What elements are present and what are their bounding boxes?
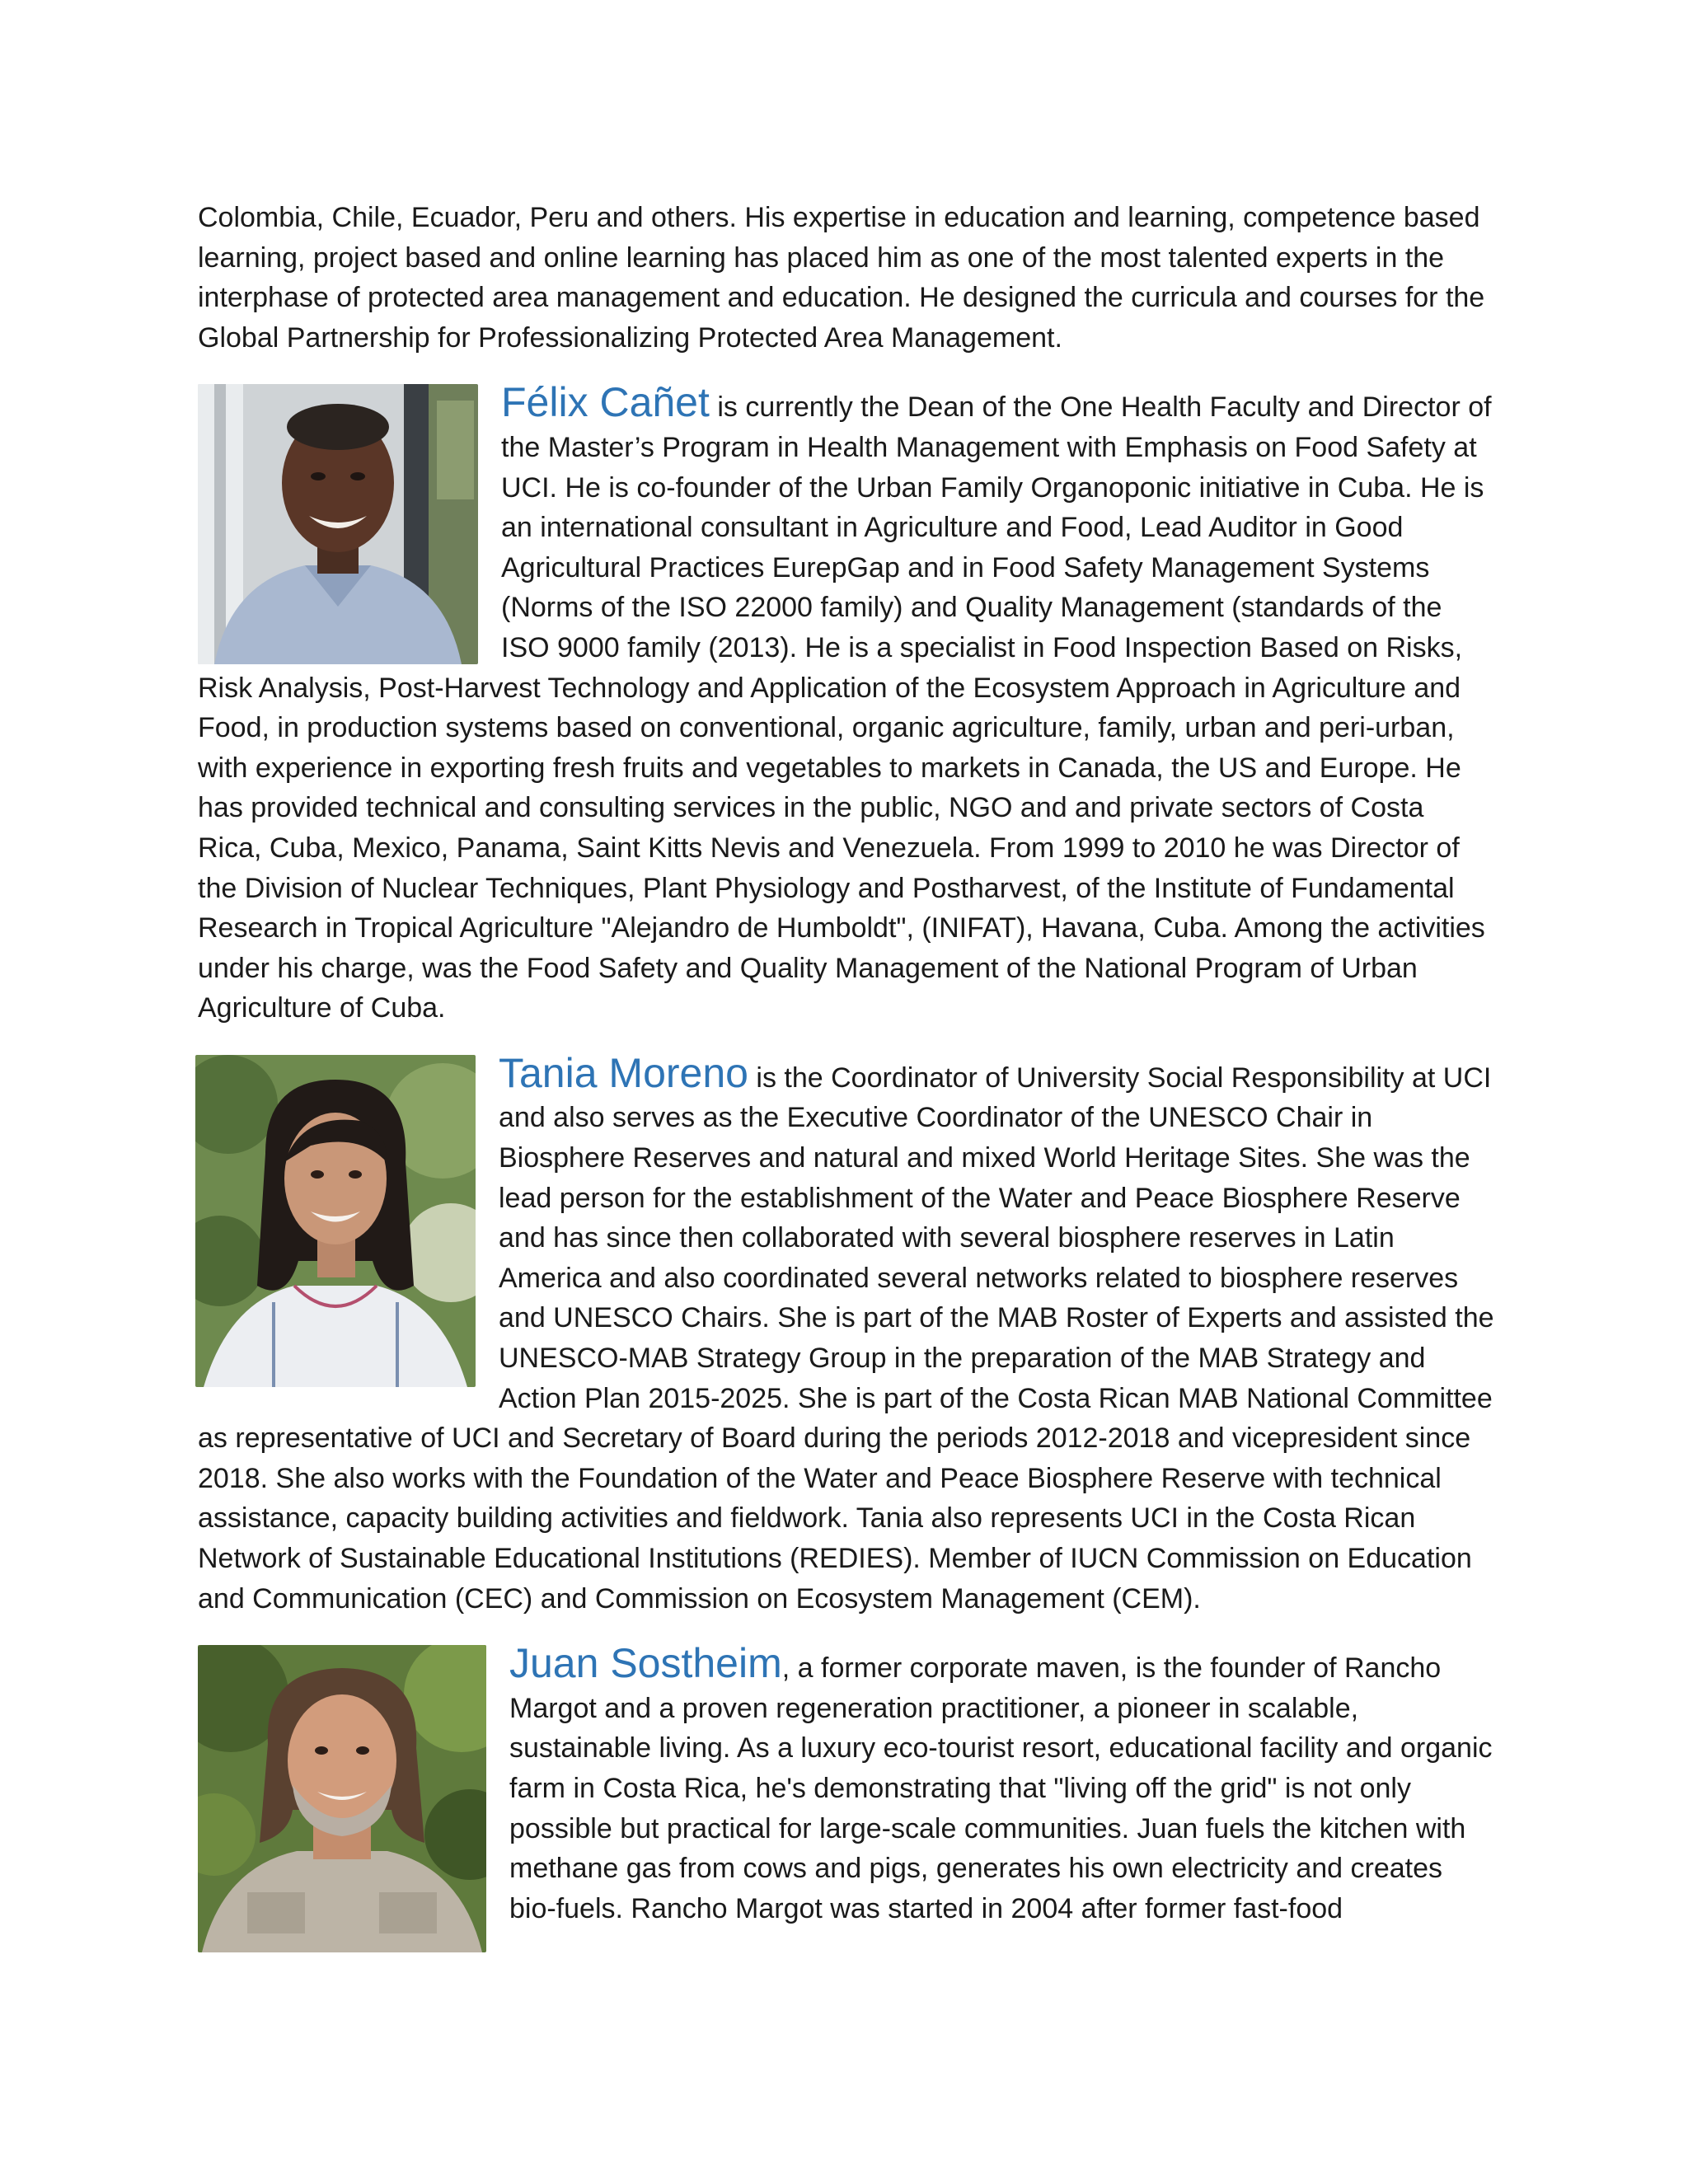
portrait-photo-tania [195,1055,476,1387]
person-name-tania: Tania Moreno [499,1049,748,1096]
bio-text-tania: is the Coordinator of University Social Responsibility at UCI and also serves as the Executive Coordinator of the UNESCO Chair in Biosphere Reserves and natural and mixed World Heritage Sites. She was the lead person for the establishment of the Water and Peace Biosphere Reserve and has since then collaborated with several biosphere reserves in Latin America and also coordinated several networks related to biosphere reserves and UNESCO Chairs. She is part of the MAB Roster of Experts and assisted the UNESCO-MAB Strategy Group in the preparation of the MAB Strategy and Action Plan 2015-2025. She is part of the Costa Rican MAB National Committee as representative of UCI and Secretary of Board during the periods 2012-2018 and vicepresident since 2018. She also works with the Foundation of the Water and Peace Biosphere Reserve with technical assistance, capacity building activities and fieldwork. Tania also represents UCI in the Costa Rican Network of Sustainable Educational Institutions (REDIES). Member of IUCN Commission on Education and Communication (CEC) and Commission on Ecosystem Management (CEM). [198,1062,1494,1615]
portrait-photo-juan [198,1645,486,1952]
portrait-juan-image [198,1645,486,1952]
portrait-tania-image [195,1055,476,1387]
intro-paragraph: Colombia, Chile, Ecuador, Peru and others. His expertise in education and learning, competence based learning, project based and online learning has placed him as one of the most talented experts in the interphase of protected area management and education. He designed the curricula and courses for the Global Partnership for Professionalizing Protected Area Management. [198,202,1485,354]
bio-text-juan: , a former corporate maven, is the founder of Rancho Margot and a proven regeneration practitioner, a pioneer in scalable, sustainable living. As a luxury eco-tourist resort, educational facility and organic farm in Costa Rica, he's demonstrating that "living off the grid" is not only possible but practical for large-scale communities. Juan fuels the kitchen with methane gas from cows and pigs, generates his own electricity and creates bio-fuels. Rancho Margot was started in 2004 after former fast-food [509,1652,1493,1924]
portrait-photo-felix [198,384,478,664]
person-name-felix: Félix Cañet [501,379,710,426]
person-name-juan: Juan Sostheim [509,1640,782,1687]
bio-text-felix: is currently the Dean of the One Health Faculty and Director of the Master’s Program in Health Management with Emphasis on Food Safety at UCI. He is co-founder of the Urban Family Organoponic initiative in Cuba. He is an international consultant in Agriculture and Food, Lead Auditor in Good Agricultural Practices EurepGap and in Food Safety Management Systems (Norms of the ISO 22000 family) and Quality Management (standards of the ISO 9000 family (2013). He is a specialist in Food Inspection Based on Risks, Risk Analysis, Post-Harvest Technology and Application of the Ecosystem Approach in Agriculture and Food, in production systems based on conventional, organic agriculture, family, urban and peri-urban, with experience in exporting fresh fruits and vegetables to markets in Canada, the US and Europe. He has provided technical and consulting services in the public, NGO and and private sectors of Costa Rica, Cuba, Mexico, Panama, Saint Kitts Nevis and Venezuela. From 1999 to 2010 he was Director of the Division of Nuclear Techniques, Plant Physiology and Postharvest, of the Institute of Fundamental Research in Tropical Agriculture "Alejandro de Humboldt", (INIFAT), Havana, Cuba. Among the activities under his charge, was the Food Safety and Quality Management of the National Program of Urban Agriculture of Cuba. [198,391,1492,1024]
bio-juan-sostheim [198,1640,1494,1956]
bio-felix-canet [198,379,1494,1029]
portrait-felix-image [198,384,478,664]
bio-tania-moreno [198,1049,1494,1619]
